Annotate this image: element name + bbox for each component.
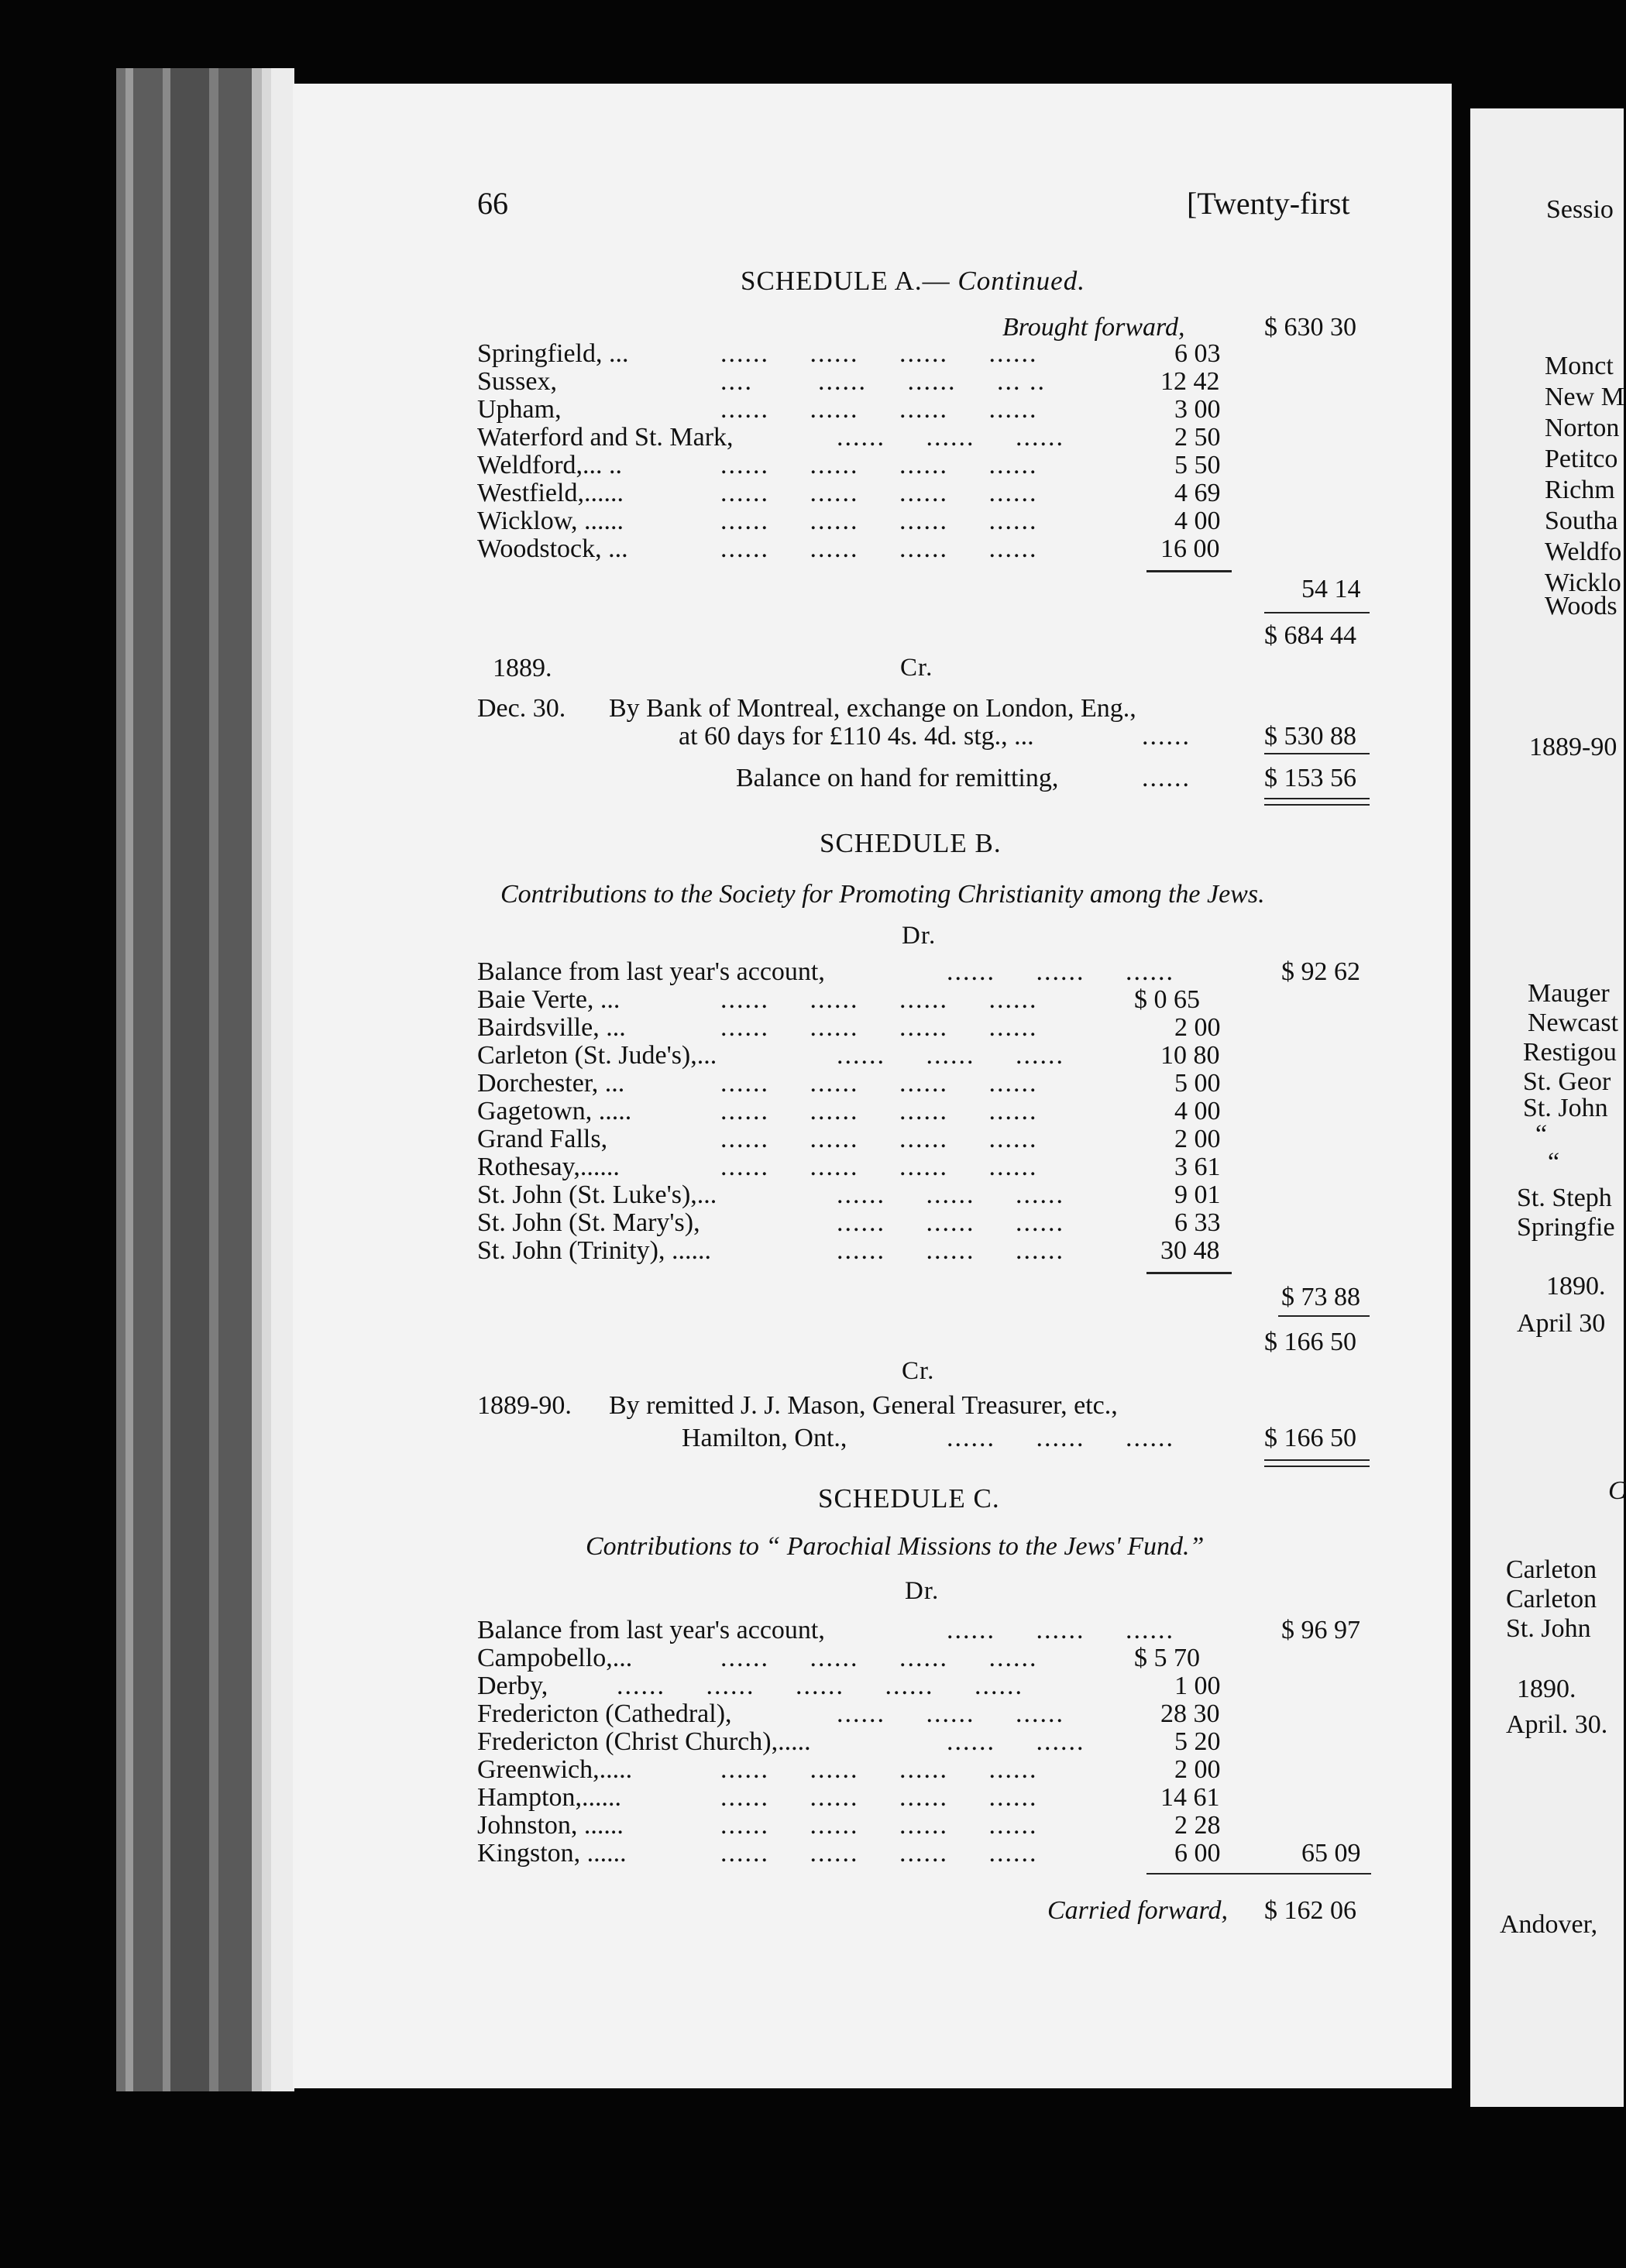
divider <box>1146 1873 1371 1875</box>
right-page-word: New M <box>1545 383 1624 411</box>
cr-label: Cr. <box>900 654 933 682</box>
running-title: [Twenty-first <box>1187 186 1350 221</box>
right-page-word: Newcast <box>1528 1009 1619 1037</box>
dr-label: Dr. <box>905 1577 940 1605</box>
page-number: 66 <box>477 186 508 221</box>
cr-year: 1889. <box>493 654 552 682</box>
balance-amount: $ 92 62 <box>1281 957 1360 986</box>
right-page-word: St. John <box>1523 1094 1608 1122</box>
cr-line1: By remitted J. J. Mason, General Treasurer, etc., <box>609 1391 1118 1420</box>
schedule-b-title: SCHEDULE B. <box>820 828 1002 858</box>
divider <box>1264 612 1370 613</box>
right-page-word: Mauger <box>1528 979 1610 1008</box>
right-page-word: 1889-90 <box>1529 733 1617 761</box>
right-page-word: Andover, <box>1500 1910 1598 1939</box>
cr-line2: at 60 days for £110 4s. 4d. stg., ... <box>679 722 1034 751</box>
right-page-word: Carleton <box>1506 1585 1597 1613</box>
right-page-word: 1890. <box>1546 1272 1606 1301</box>
right-page-word: Norton <box>1545 414 1620 442</box>
schedule-b-total: $ 166 50 <box>1264 1328 1356 1356</box>
divider <box>1146 1272 1232 1274</box>
brought-forward-label: Brought forward, <box>1002 313 1185 342</box>
divider <box>1264 798 1370 799</box>
divider <box>1264 804 1370 806</box>
dr-label: Dr. <box>902 922 937 950</box>
right-page-word: Springfie <box>1517 1213 1615 1242</box>
cr-line2: Hamilton, Ont., <box>682 1424 847 1452</box>
right-page-word: Wicklo <box>1545 569 1621 597</box>
right-page-word: Southa <box>1545 507 1618 535</box>
balance-amount: $ 96 97 <box>1281 1616 1360 1644</box>
brought-forward-amount: $ 630 30 <box>1264 313 1356 342</box>
book-edge-stripes <box>116 68 294 2091</box>
cr-amount: $ 530 88 <box>1264 722 1356 751</box>
divider <box>1264 1459 1370 1461</box>
cr-label: Cr. <box>902 1357 935 1385</box>
cr-date: Dec. 30. <box>477 694 566 723</box>
right-page-word: “ <box>1535 1120 1548 1149</box>
schedule-b-subtotal: $ 73 88 <box>1281 1283 1360 1311</box>
schedule-a-title: SCHEDULE A.— Continued. <box>741 266 1085 296</box>
cr-year: 1889-90. <box>477 1391 572 1420</box>
divider <box>1278 1315 1370 1317</box>
right-page-word: Richm <box>1545 476 1615 504</box>
cr-line1: By Bank of Montreal, exchange on London, Eng., <box>609 694 1136 723</box>
balance-amount: $ 153 56 <box>1264 764 1356 792</box>
schedule-c-subtitle: Contributions to “ Parochial Missions to the Jews' Fund.” <box>586 1532 1205 1561</box>
right-page-word: Monct <box>1545 352 1614 380</box>
carried-forward-label: Carried forward, <box>1047 1896 1229 1925</box>
right-page-word: Restigou <box>1523 1038 1617 1067</box>
right-page-word: Carleton <box>1506 1555 1597 1584</box>
schedule-a-subtotal: 54 14 <box>1301 575 1361 603</box>
right-page-word: April 30 <box>1517 1309 1606 1338</box>
right-page-word: C <box>1608 1476 1626 1505</box>
right-page-word: Woods <box>1545 592 1617 620</box>
right-page-word: St. Steph <box>1517 1184 1612 1212</box>
schedule-b-subtitle: Contributions to the Society for Promoting Christianity among the Jews. <box>500 880 1265 909</box>
right-page-word: April. 30. <box>1506 1710 1608 1739</box>
carried-forward-amount: $ 162 06 <box>1264 1896 1356 1925</box>
right-page-header: Sessio <box>1546 195 1614 224</box>
right-page-word: St. Geor <box>1523 1067 1611 1096</box>
right-page-word: 1890. <box>1517 1675 1576 1703</box>
schedule-c-subtotal: 65 09 <box>1301 1839 1361 1868</box>
divider <box>1146 570 1232 572</box>
divider <box>1264 753 1370 754</box>
right-page-word: “ <box>1548 1148 1560 1177</box>
divider <box>1264 1466 1370 1467</box>
balance-label: Balance from last year's account, <box>477 957 825 986</box>
balance-label: Balance on hand for remitting, <box>736 764 1059 792</box>
right-page-word: Petitco <box>1545 445 1618 473</box>
right-page-word: St. John <box>1506 1614 1591 1643</box>
right-page-word: Weldfo <box>1545 538 1622 566</box>
cr-amount: $ 166 50 <box>1264 1424 1356 1452</box>
schedule-c-title: SCHEDULE C. <box>818 1483 1000 1514</box>
balance-label: Balance from last year's account, <box>477 1616 825 1644</box>
schedule-a-total: $ 684 44 <box>1264 621 1356 650</box>
